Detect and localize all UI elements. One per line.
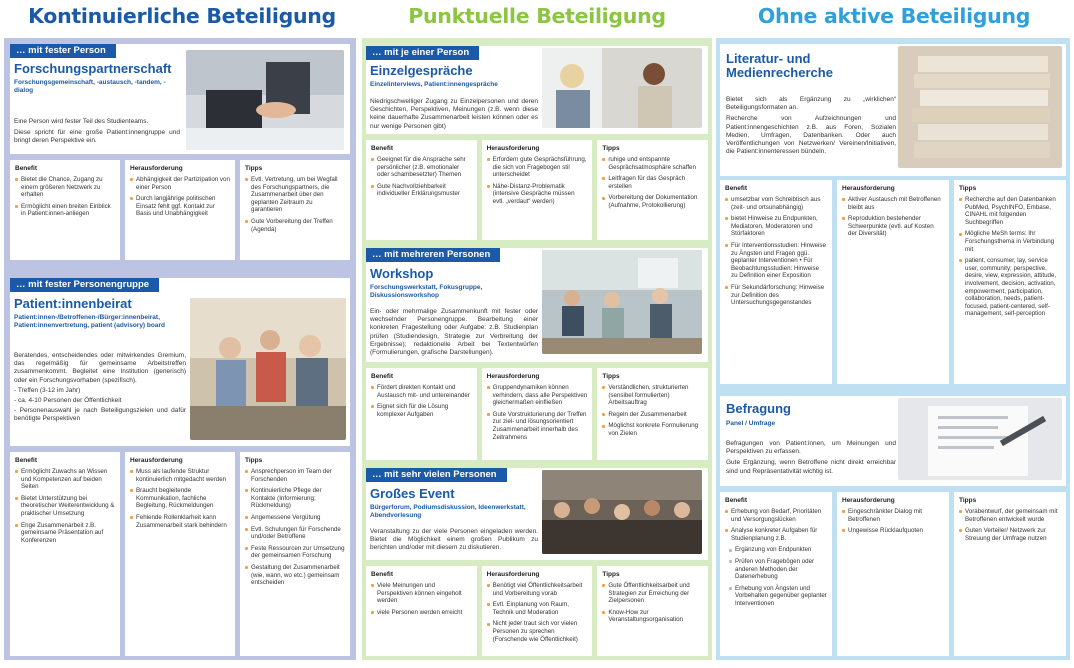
header-punctual: Punktuelle Beteiligung — [408, 4, 666, 28]
card-description: Befragungen von Patient:innen, um Meinungen und Perspektiven zu erfassen. Gute Ergänzung, wenn Betroffene nicht direkt erreichbar sind und Repräsentativität wichtig ist. — [726, 440, 896, 475]
column-punctual — [362, 38, 712, 660]
tips-box: Tipps Verständlichen, strukturierten (sensibel formulierten) Arbeitsauftrag Regeln der Zusammenarbeit Möglichst konkrete Formulierung von Zielen — [597, 368, 708, 460]
benefit-box: Benefit umsetzbar vom Schreibtisch aus (zeit- und ortsunabhängig) bietet Hinweise zu Endpunkten, Mediatoren, Moderatoren und Störfaktoren Für Interventionsstudien: Hinweise zu Ängsten und Fragen ggü. geplanter Interventionen • Für Beobachtungsstudien: Hinweise zu Definition einer Exposition Für Sekundärforschung: Hinweise zur Definition des Untersuchungsgegenstandes — [720, 180, 832, 384]
card-befragung — [720, 396, 1066, 486]
boxes-einzel — [366, 140, 708, 240]
tips-box: Tipps Gute Öffentlichkeitsarbeit und Strategien zur Erreichung der Zielpersonen Know-How zur Veranstaltungsorganisation — [597, 566, 708, 656]
boxes-forschung — [10, 160, 350, 260]
card-title: Befragung — [726, 401, 791, 416]
card-tag: … mit fester Person — [10, 44, 116, 58]
card-title: Großes Event — [370, 486, 455, 501]
card-subtitle: Forschungswerkstatt, Fokusgruppe, Diskussionsworkshop — [370, 284, 483, 299]
card-title: Patient:innenbeirat — [14, 296, 132, 311]
card-tag: … mit je einer Person — [366, 46, 479, 60]
card-description: Ein- oder mehrmalige Zusammenkunft mit fester oder wechselnder Personengruppe. Bearbeitung einer konkreten Fragestellung oder Aufgabe: z.B. Studienplan prüfen (Studiendesign, Strategie zur Verbreitung der Ergebnisse); redaktionelle Arbeit bei Textentwürfen (Formulierungen, grafische Darstellungen). — [370, 308, 538, 357]
card-tag: … mit sehr vielen Personen — [366, 468, 507, 482]
challenge-box: Herausforderung Aktiver Austausch mit Betroffenen bleibt aus Reproduktion bestehender Schwerpunkte (evtl. auf Kosten der Diversität) — [837, 180, 949, 384]
card-subtitle: Panel / Umfrage — [726, 420, 776, 427]
card-title: Literatur- und Medienrecherche — [726, 51, 833, 80]
tips-box: Tipps ruhige und entspannte Gesprächsatmosphäre schaffen Leitfragen für das Gespräch erstellen Vorbereitung der Dokumentation (Aufnahme, Protokollierung) — [597, 140, 708, 240]
card-title: Forschungspartnerschaft — [14, 61, 172, 76]
challenge-box: Herausforderung Erfordern gute Gesprächsführung, die sich von Fragebogen stil unterscheidet Nähe-Distanz-Problematik (intensive Gespräche müssen evtl. „verdaut“ werden) — [482, 140, 593, 240]
card-title: Einzelgespräche — [370, 63, 473, 78]
card-subtitle: Forschungsgemeinschaft, -austausch, -tandem, -dialog — [14, 79, 166, 94]
challenge-box: Herausforderung Benötigt viel Öffentlichkeitsarbeit und Vorbereitung vorab Evtl. Einplanung von Raum, Technik und Moderation Nicht jeder traut sich vor vielen Personen zu sprechen (Forschende wie Öffentlichkeit) — [482, 566, 593, 656]
card-forschungspartnerschaft — [10, 44, 350, 154]
card-subtitle: Einzelinterviews, Patient:innengespräche — [370, 81, 498, 88]
benefit-box: Benefit Ermöglicht Zuwachs an Wissen und Kompetenzen auf beiden Seiten Bietet Unterstützung bei theoretischer Weiterentwicklung & praktischer Umsetzung Enge Zusammenarbeit z.B. gemeinsame Präsentation auf Konferenzen — [10, 452, 120, 656]
benefit-box: Benefit Bietet die Chance, Zugang zu einem größeren Netzwerk zu erhalten Ermöglicht einen breiten Einblick in Patient:innen-anliegen — [10, 160, 120, 260]
photo-handshake — [186, 50, 344, 150]
photo-event-crowd — [542, 470, 702, 554]
column-continuous — [4, 38, 356, 660]
boxes-befragung — [720, 492, 1066, 656]
challenge-box: Herausforderung Muss als laufende Struktur kontinuierlich mitgedacht werden Braucht begleitende Kommunikation, fachliche Begleitung, Rückmeldungen Fehlende Rollenklarheit kann Zusammenarbeit stark behindern — [125, 452, 235, 656]
card-description: Niedrigschwelliger Zugang zu Einzelpersonen und deren Geschichten, Perspektiven, Meinungen (z.B. wenn diese keine dauerhafte Zusammenarbeit leisten können oder es nur wenige Personen gibt) — [370, 98, 538, 130]
photo-survey — [898, 398, 1062, 480]
tips-box: Tipps Vorabentwurf, der gemeinsam mit Betroffenen entwickelt wurde Guten Verteiler/ Netzwerk zur Streuung der Umfrage nutzen — [954, 492, 1066, 656]
challenge-box: Herausforderung Gruppendynamiken können verhindern, dass alle Perspektiven gleichermaßen einfließen Gute Vorstrukturierung der Treffen zur ziel- und lösungsorientiert Zusammenarbeit innerhalb des Zeitrahmens — [482, 368, 593, 460]
card-workshop — [366, 248, 708, 362]
photo-workshop — [542, 250, 702, 354]
card-tag: … mit mehreren Personen — [366, 248, 500, 262]
challenge-box: Herausforderung Abhängigkeit der Partizipation von einer Person Durch langjährige politischen Einsatz fehlt ggf. Kontakt zur Basis und Unabhängigkeit — [125, 160, 235, 260]
tips-box: Tipps Ansprechperson im Team der Forschenden Kontinuierliche Pflege der Kontakte (Informierung; Rückmeldung) Angemessene Vergütung Evtl. Schulungen für Forschende und/oder Betroffene Feste Ressourcen zur Umsetzung der gemeinsamen Forschung Gestaltung der Zusammenarbeit (wie, wann, wo etc.) gemeinsam entscheiden — [240, 452, 350, 656]
photo-conversation — [542, 48, 702, 128]
tips-box: Tipps Recherche auf den Datenbanken PubMed, PsychINFO, Embase, CINAHL mit folgenden Suchbegriffen Mögliche MeSh terms: Ihr Forschungsthema in Verbindung mit patient, consumer, lay, service user, community; perspective, desire, view, expression, attitude, involvement, decision, activation, empowerment, participation, collaboration, needs, patient-focused, patient-centered, self-management, self-perception — [954, 180, 1066, 384]
card-tag: … mit fester Personengruppe — [10, 278, 159, 292]
photo-group-circle — [190, 298, 346, 440]
column-passive — [716, 38, 1070, 660]
card-description: Bietet sich als Ergänzung zu „wirklichen“ Beteiligungsformaten an. Recherche von Aufzeichnungen und Patient:innengeschichten z.B. aus Foren, Sozialen Medien, Umfragen, Datenbanken. Oder auch Veröffentlichungen von Netzwerken/ Vereinen/Initiativen, die Patient:innenteressen bündeln. — [726, 96, 896, 156]
card-literatur — [720, 44, 1066, 176]
card-subtitle: Bürgerforum, Podiumsdiskussion, Ideenwerkstatt, Abendvorlesung — [370, 504, 526, 519]
boxes-literatur — [720, 180, 1066, 384]
card-subtitle: Patient:innen-/Betroffenen-/Bürger:innenbeirat, Patient:innenvertretung, patient (advisory) board — [14, 314, 165, 329]
benefit-box: Benefit Geeignet für die Ansprache sehr persönlicher (z.B. emotionaler oder schambesetzter) Themen Gute Nachvollziehbarkeit individueller Erklärungsmuster — [366, 140, 477, 240]
card-description: Eine Person wird fester Teil des Studienteams. Diese spricht für eine große Patient:innengruppe und bringt deren Perspektive ein. — [14, 118, 180, 145]
benefit-box: Benefit Erhebung von Bedarf, Prioritäten und Versorgungslücken Analyse konkreter Aufgaben für Studienplanung z.B. Ergänzung von Endpunkten Prüfen von Fragebögen oder anderen Methoden der Datenerhebung Erhebung von Ängsten und Vorbehalten gegenüber geplanter Interventionen — [720, 492, 832, 656]
benefit-box: Benefit Fördert direkten Kontakt und Austausch mit- und untereinander Eignet sich für die Lösung komplexer Aufgaben — [366, 368, 477, 460]
photo-paper-stack — [898, 46, 1062, 168]
header-passive: Ohne aktive Beteiligung — [757, 4, 1031, 28]
card-patientenbeirat — [10, 278, 350, 446]
card-description: Veranstaltung zu der viele Personen eingeladen werden. Bietet die Möglichkeit einem großen Publikum zu berichten und/oder mit diesem zu diskutieren. — [370, 528, 538, 552]
benefit-box: Benefit Viele Meinungen und Perspektiven können eingeholt werden viele Personen werden erreicht — [366, 566, 477, 656]
tips-box: Tipps Evtl. Vertretung, um bei Wegfall des Forschungspartners, die Zusammenarbeit über den geplanten Zeitraum zu garantieren Gute Vorbereitung der Treffen (Agenda) — [240, 160, 350, 260]
card-einzelgespraeche — [366, 46, 708, 134]
boxes-beirat — [10, 452, 350, 656]
boxes-workshop — [366, 368, 708, 460]
boxes-event — [366, 566, 708, 656]
card-description: Beratendes, entscheidendes oder mitwirkendes Gremium, das regelmäßig für gemeinsame Arbeitstreffen zusammenkommt. Begleitet eine Institution (generisch) oder ein Forschungsvorhaben (spezifisch). - Treffen (3-12 im Jahr) - ca. 4-10 Personen der Öffentlichkeit - Personenauswahl je nach Beteiligungszielen und dafür benötigte Perspektiven — [14, 352, 186, 423]
card-grosses-event — [366, 468, 708, 560]
header-continuous: Kontinuierliche Beteiligung — [28, 4, 336, 28]
card-title: Workshop — [370, 266, 434, 281]
challenge-box: Herausforderung Eingeschränkter Dialog mit Betroffenen Ungewisse Rücklaufquoten — [837, 492, 949, 656]
